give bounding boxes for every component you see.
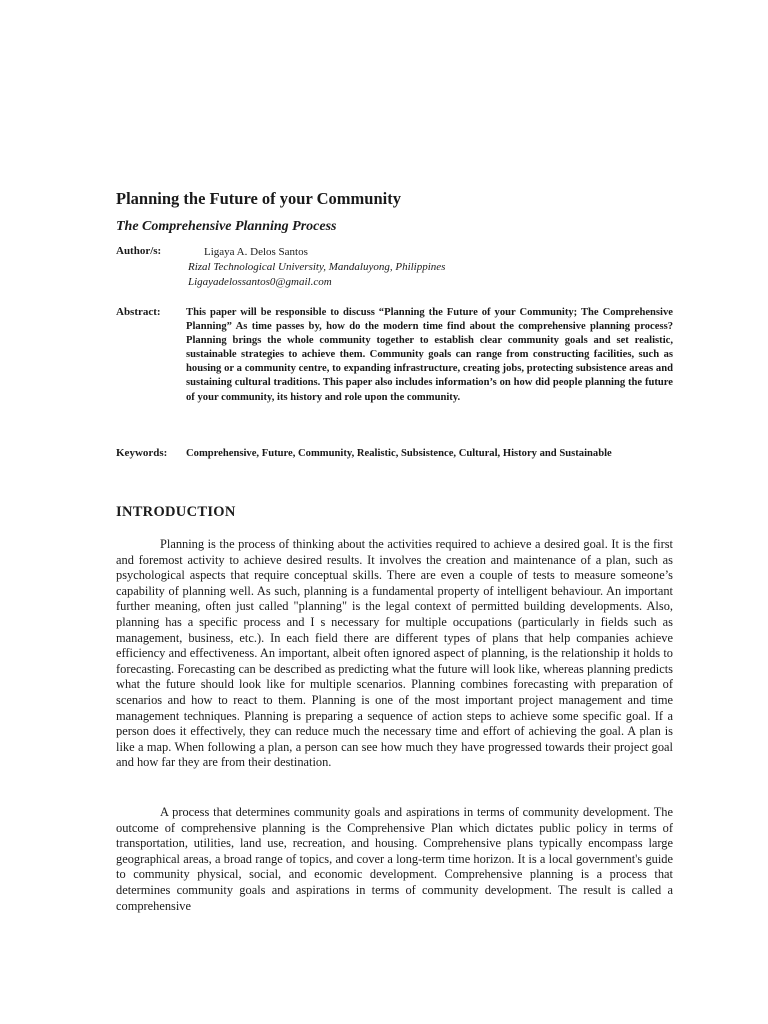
introduction-heading: INTRODUCTION xyxy=(116,504,236,520)
author-name: Ligaya A. Delos Santos xyxy=(204,246,308,258)
abstract-label: Abstract: xyxy=(116,306,161,318)
introduction-paragraph-1: Planning is the process of thinking about the activities required to achieve a desired goal. It is the first and foremost activity to achieve desired results. It involves the creation and maintenance of a plan, such as psychological aspects that require conceptual skills. There are even a couple of tests to measure someone’s capability of planning well. As such, planning is a fundamental property of intelligent behaviour. An important further meaning, often just called "planning" is the legal context of permitted building developments. Also, planning has a specific process and I s necessary for multiple occupations (particularly in fields such as management, business, etc.). In each field there are different types of plans that help companies achieve efficiency and effectiveness. An important, albeit often ignored aspect of planning, is the relationship it holds to forecasting. Forecasting can be described as predicting what the future will look like, whereas planning predicts what the future should look like for multiple scenarios. Planning combines forecasting with preparation of scenarios and how to react to them. Planning is one of the most important project management and time management techniques. Planning is preparing a sequence of action steps to achieve some specific goal. If a person does it effectively, they can reduce much the necessary time and effort of achieving the goal. A plan is like a map. When following a plan, a person can see how much they have progressed towards their project goal and how far they are from their destination. xyxy=(116,537,673,770)
introduction-paragraph-2: A process that determines community goals and aspirations in terms of community development. The outcome of comprehensive planning is the Comprehensive Plan which dictates public policy in terms of transportation, utilities, land use, recreation, and housing. Comprehensive plans typically encompass large geographical areas, a broad range of topics, and cover a long-term time horizon. It is a local government's guide to community physical, social, and economic development. Comprehensive planning is a process that determines community goals and aspirations in terms of community development. The result is called a comprehensive xyxy=(116,805,673,913)
author-label: Author/s: xyxy=(116,245,162,257)
paper-subtitle: The Comprehensive Planning Process xyxy=(116,219,337,234)
keywords-text: Comprehensive, Future, Community, Realistic, Subsistence, Cultural, History and Sustainable xyxy=(186,448,612,459)
keywords-label: Keywords: xyxy=(116,447,168,459)
paper-title: Planning the Future of your Community xyxy=(116,189,401,208)
author-email: Ligayadelossantos0@gmail.com xyxy=(188,276,332,288)
author-block xyxy=(188,245,445,290)
abstract-text: This paper will be responsible to discuss “Planning the Future of your Community; The Comprehensive Planning” As time passes by, how do the modern time find about the comprehensive planning process? Planning brings the whole community together to establish clear community goals and set realistic, sustainable strategies to achieve them. Community goals can range from constructing facilities, such as housing or a community centre, to expanding infrastructure, creating jobs, protecting subsistence areas and sustaining cultural traditions. This paper also includes information’s on how did people planning the future of your community, its history and role upon the community. xyxy=(186,307,673,403)
author-affiliation: Rizal Technological University, Mandaluyong, Philippines xyxy=(188,261,446,273)
